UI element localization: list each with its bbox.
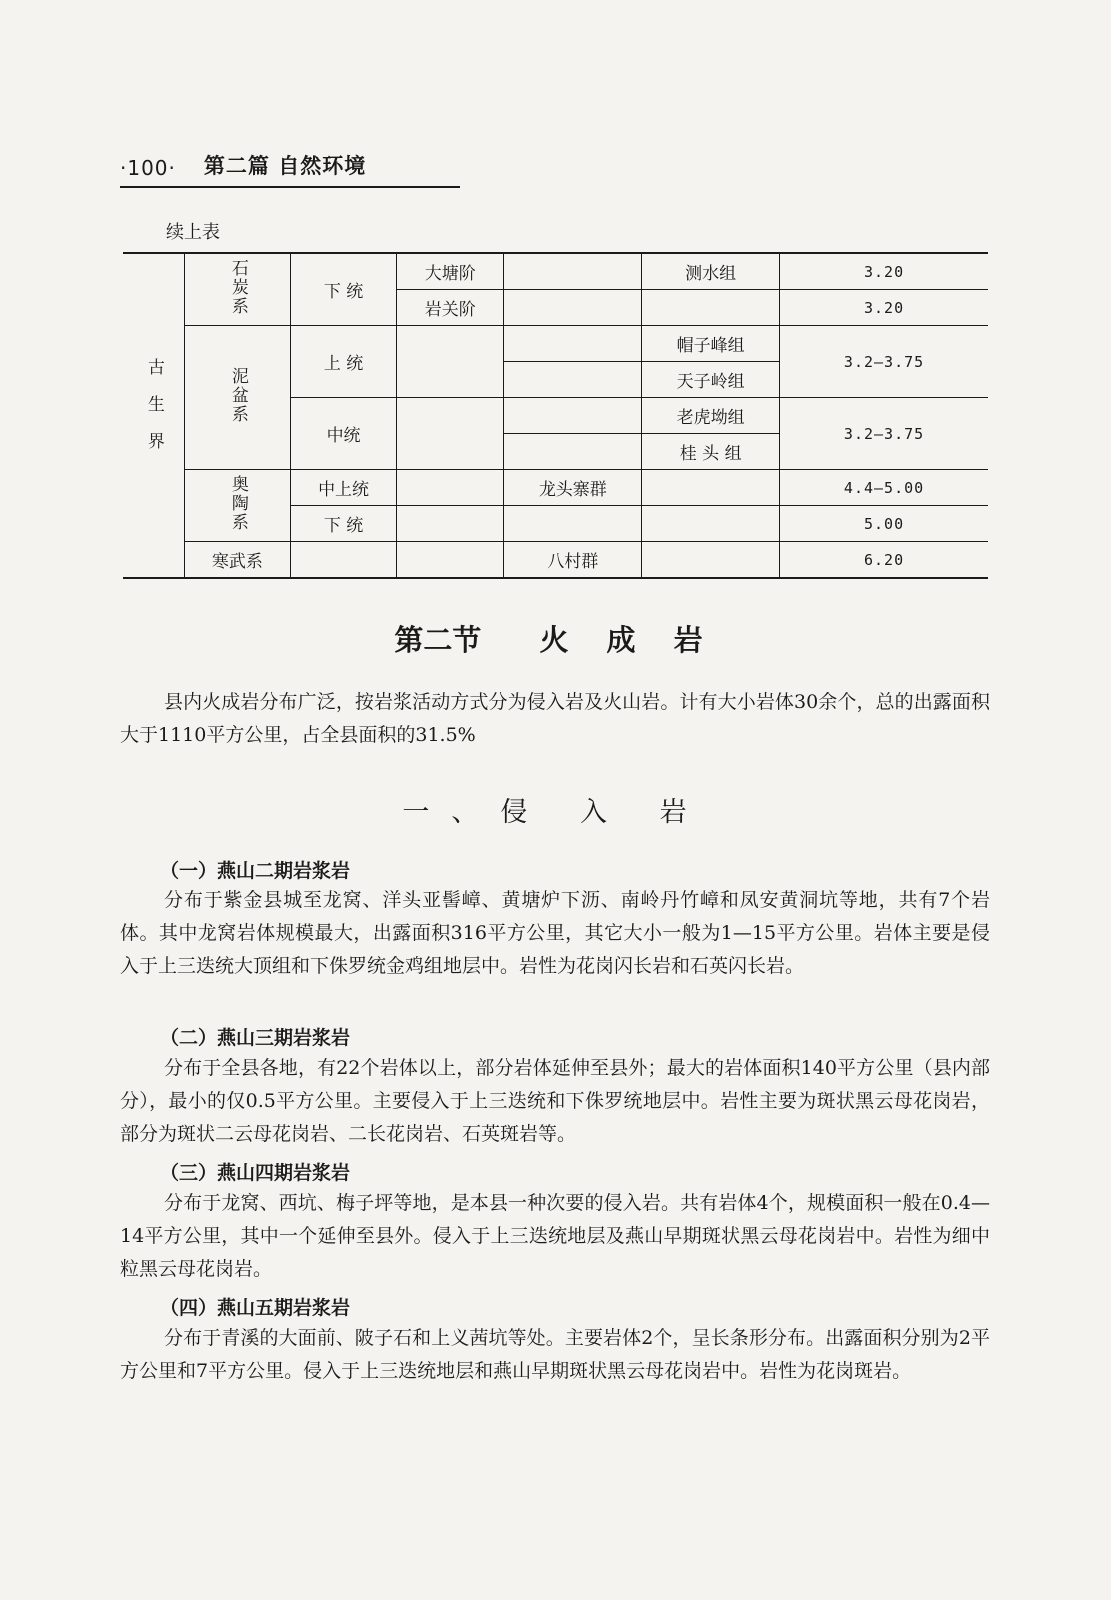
group-cell <box>504 290 642 326</box>
stage-cell <box>397 542 504 579</box>
stage-cell: 岩关阶 <box>397 290 504 326</box>
value-cell: 3.2—3.75 <box>780 398 988 470</box>
running-header <box>120 150 460 188</box>
table-row <box>123 470 988 506</box>
value-cell: 3.20 <box>780 290 988 326</box>
system-cell: 奥陶系 <box>184 470 290 542</box>
formation-cell <box>642 290 780 326</box>
erathem-cell: 古生界 <box>123 253 184 578</box>
stage-cell <box>397 506 504 542</box>
formation-cell: 老虎坳组 <box>642 398 780 434</box>
page-number: ·100· <box>120 156 176 180</box>
formation-cell: 天子岭组 <box>642 362 780 398</box>
header-title: 第二篇 自然环境 <box>203 154 367 178</box>
series-cell: 上 统 <box>290 326 396 398</box>
group-cell <box>504 326 642 362</box>
item-heading: （二）燕山三期岩浆岩 <box>160 1027 351 1049</box>
section-title <box>0 618 1111 659</box>
table-continued-label: 续上表 <box>166 222 220 243</box>
table-row <box>123 253 988 290</box>
subsection-title: 一、侵 入 岩 <box>402 797 709 828</box>
system-cell: 寒武系 <box>184 542 290 579</box>
formation-cell <box>642 506 780 542</box>
system-cell: 石炭系 <box>184 253 290 326</box>
group-cell: 龙头寨群 <box>504 470 642 506</box>
table-row <box>123 542 988 579</box>
item-heading: （四）燕山五期岩浆岩 <box>160 1297 351 1319</box>
item-heading: （三）燕山四期岩浆岩 <box>160 1162 351 1184</box>
formation-cell <box>642 542 780 579</box>
intro-paragraph: 县内火成岩分布广泛，按岩浆活动方式分为侵入岩及火山岩。计有大小岩体30余个，总的出露面积大于1110平方公里，占全县面积的31.5% <box>120 691 990 746</box>
table-row <box>123 326 988 362</box>
value-cell: 5.00 <box>780 506 988 542</box>
group-cell <box>504 506 642 542</box>
formation-cell: 测水组 <box>642 253 780 290</box>
group-cell <box>504 253 642 290</box>
item-paragraph: 分布于全县各地，有22个岩体以上，部分岩体延伸至县外；最大的岩体面积140平方公里（县内部分），最小的仅0.5平方公里。主要侵入于上三迭统和下侏罗统地层中。岩性主要为斑状黑云母花岗岩，部分为斑状二云母花岗岩、二长花岗岩、石英斑岩等。 <box>120 1057 990 1145</box>
strata-table <box>123 252 988 579</box>
series-cell: 下 统 <box>290 506 396 542</box>
group-cell: 八村群 <box>504 542 642 579</box>
system-cell: 泥盆系 <box>184 326 290 470</box>
item-paragraph: 分布于龙窝、西坑、梅子坪等地，是本县一种次要的侵入岩。共有岩体4个，规模面积一般在0.4—14平方公里，其中一个延伸至县外。侵入于上三迭统地层及燕山早期斑状黑云母花岗岩中。岩性为细中粒黑云母花岗岩。 <box>120 1192 990 1280</box>
formation-cell <box>642 470 780 506</box>
formation-cell: 桂 头 组 <box>642 434 780 470</box>
item-paragraph: 分布于青溪的大面前、陂子石和上义茜坑等处。主要岩体2个，呈长条形分布。出露面积分别为2平方公里和7平方公里。侵入于上三迭统地层和燕山早期斑状黑云母花岗岩中。岩性为花岗斑岩。 <box>120 1327 990 1382</box>
value-cell: 3.2—3.75 <box>780 326 988 398</box>
stage-cell <box>397 398 504 470</box>
group-cell <box>504 434 642 470</box>
group-cell <box>504 398 642 434</box>
formation-cell: 帽子峰组 <box>642 326 780 362</box>
value-cell: 4.4—5.00 <box>780 470 988 506</box>
section-name: 火 成 岩 <box>539 623 717 657</box>
item-paragraph: 分布于紫金县城至龙窝、洋头亚髻嶂、黄塘炉下沥、南岭丹竹嶂和凤安黄洞坑等地，共有7个岩体。其中龙窝岩体规模最大，出露面积316平方公里，其它大小一般为1—15平方公里。岩体主要是侵入于上三迭统大顶组和下侏罗统金鸡组地层中。岩性为花岗闪长岩和石英闪长岩。 <box>120 889 990 977</box>
series-cell: 中统 <box>290 398 396 470</box>
stage-cell: 大塘阶 <box>397 253 504 290</box>
item-heading: （一）燕山二期岩浆岩 <box>160 860 351 882</box>
group-cell <box>504 362 642 398</box>
value-cell: 3.20 <box>780 253 988 290</box>
series-cell <box>290 542 396 579</box>
section-number: 第二节 <box>394 623 482 657</box>
series-cell: 下 统 <box>290 253 396 326</box>
stage-cell <box>397 326 504 398</box>
series-cell: 中上统 <box>290 470 396 506</box>
stage-cell <box>397 470 504 506</box>
value-cell: 6.20 <box>780 542 988 579</box>
